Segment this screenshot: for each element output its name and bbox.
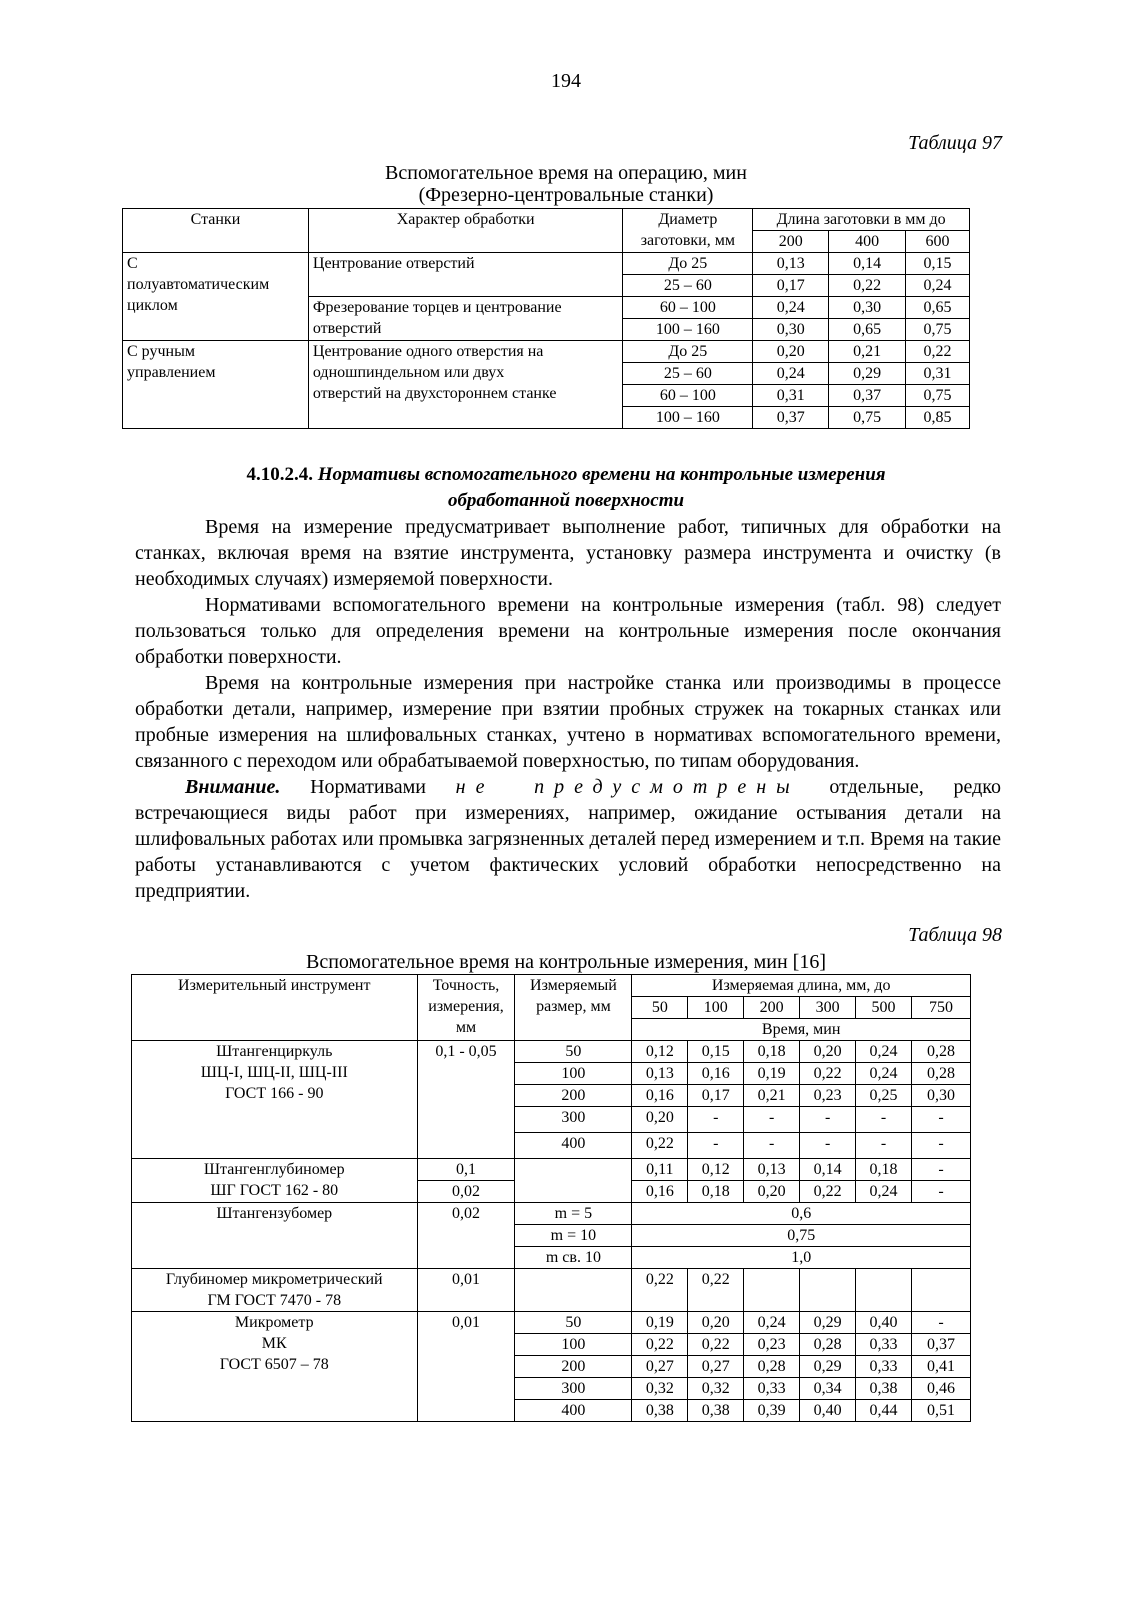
table97-machine-manual (123, 341, 309, 429)
table-cell-empty (744, 1269, 800, 1312)
table-cell: 0,39 (744, 1400, 800, 1422)
gear-caliper-name: Штангензубомер (132, 1203, 418, 1269)
depth-gauge-name (132, 1159, 418, 1203)
table98-header-len: 200 (744, 997, 800, 1019)
table-cell: 0,38 (856, 1378, 912, 1400)
table-cell: 0,11 (632, 1159, 688, 1181)
table98-header-len: 750 (911, 997, 970, 1019)
table-cell: 0,28 (744, 1356, 800, 1378)
table-cell: 0,18 (856, 1159, 912, 1181)
table98-caption: Таблица 98 (908, 924, 1002, 946)
table97 (122, 208, 970, 429)
table-cell: 100 – 160 (623, 319, 753, 341)
table-cell: 0,15 (906, 253, 970, 275)
table-cell: 0,22 (632, 1133, 688, 1159)
table-cell: 200 (515, 1356, 632, 1378)
table-cell: 0,6 (632, 1203, 971, 1225)
diameter-label-line2: заготовки, мм (640, 232, 735, 249)
table-cell: 0,20 (744, 1181, 800, 1203)
machine-line: управлением (127, 364, 216, 381)
table98-header-accuracy (417, 975, 515, 1041)
table-cell-empty (515, 1159, 632, 1203)
caliper-name (132, 1041, 418, 1159)
table98-header-time: Время, мин (632, 1019, 971, 1041)
table-cell: 0,19 (744, 1063, 800, 1085)
table-cell: 0,12 (688, 1159, 744, 1181)
table98 (131, 974, 971, 1422)
table-cell: 0,29 (800, 1356, 856, 1378)
micro-depth-name-line: ГМ ГОСТ 7470 - 78 (207, 1292, 342, 1309)
p4-spaced-text: не предусмотрены (455, 776, 800, 798)
table-cell: - (688, 1133, 744, 1159)
table-cell: 100 – 160 (623, 407, 753, 429)
table-cell: 0,38 (632, 1400, 688, 1422)
table-cell: - (856, 1133, 912, 1159)
table-cell: 0,37 (753, 407, 829, 429)
table-cell: 200 (515, 1085, 632, 1107)
table97-header-processing: Характер обработки (308, 209, 623, 253)
table-cell: 0,85 (906, 407, 970, 429)
section-number: 4.10.2.4. (246, 464, 313, 485)
caliper-name-line: ШЦ-I, ШЦ-II, ШЦ-III (200, 1064, 348, 1081)
table-cell: 0,40 (800, 1400, 856, 1422)
table-cell: 0,34 (800, 1378, 856, 1400)
p4-text-a: Нормативами (310, 776, 426, 798)
table-cell: 0,21 (744, 1085, 800, 1107)
table-cell-empty (800, 1269, 856, 1312)
table98-title: Вспомогательное время на контрольные измерения, мин [16] (305, 951, 827, 973)
table-cell: 0,24 (856, 1063, 912, 1085)
size-label-line: размер, мм (536, 998, 611, 1015)
accuracy-label-line: Точность, (432, 977, 500, 994)
table-cell: - (688, 1107, 744, 1133)
table-cell: 0,22 (906, 341, 970, 363)
table-cell: 0,13 (744, 1159, 800, 1181)
table-cell: 0,17 (688, 1085, 744, 1107)
table-cell: 0,27 (632, 1356, 688, 1378)
table97-header-l400: 400 (829, 231, 906, 253)
table-cell: 50 (515, 1041, 632, 1063)
table-cell: 0,20 (688, 1312, 744, 1334)
op-line: отверстий на двухстороннем станке (312, 385, 557, 402)
table98-header-len: 500 (856, 997, 912, 1019)
table-cell: 0,75 (632, 1225, 971, 1247)
table-cell: 0,23 (800, 1085, 856, 1107)
table-cell: - (800, 1133, 856, 1159)
table-cell-empty (515, 1269, 632, 1312)
table-cell: - (744, 1133, 800, 1159)
table-cell: 0,25 (856, 1085, 912, 1107)
table-cell: m св. 10 (515, 1247, 632, 1269)
table-cell: 0,22 (800, 1063, 856, 1085)
accuracy-label-line: мм (455, 1019, 477, 1036)
table-cell: 0,1 (417, 1159, 515, 1181)
table-cell: 0,22 (688, 1269, 744, 1312)
table-cell: 0,29 (829, 363, 906, 385)
machine-line: С (127, 255, 138, 272)
table98-header-len: 300 (800, 997, 856, 1019)
table-cell-empty (911, 1269, 970, 1312)
table-cell: 0,24 (744, 1312, 800, 1334)
table-cell: 0,22 (632, 1269, 688, 1312)
table-cell: 0,65 (906, 297, 970, 319)
paragraph-2: Нормативами вспомогательного времени на контрольные измерения (табл. 98) следует пользоваться только для определения времени на контрольные измерения после окончания обработки поверхности. (135, 594, 1001, 668)
gear-caliper-accuracy: 0,02 (417, 1203, 515, 1269)
table-cell: 0,23 (744, 1334, 800, 1356)
table97-op-centering: Центрование отверстий (308, 253, 623, 297)
table-cell: 0,40 (856, 1312, 912, 1334)
table-cell: 0,15 (688, 1041, 744, 1063)
table-cell: 0,13 (632, 1063, 688, 1085)
micrometer-name-line: Микрометр (234, 1314, 314, 1331)
section-title-line2: обработанной поверхности (447, 490, 685, 511)
caliper-accuracy: 0,1 - 0,05 (417, 1041, 515, 1159)
table-cell: 0,32 (688, 1378, 744, 1400)
table-cell: 0,22 (688, 1334, 744, 1356)
paragraph-4 (135, 774, 1001, 904)
table-cell: 0,27 (688, 1356, 744, 1378)
depth-name-line: Штангенглубиномер (203, 1161, 345, 1178)
table-cell: 0,16 (632, 1181, 688, 1203)
table-cell: 25 – 60 (623, 363, 753, 385)
table-cell: - (911, 1133, 970, 1159)
table-cell: 0,22 (632, 1334, 688, 1356)
table-cell: 0,24 (856, 1181, 912, 1203)
table-cell: 0,33 (856, 1356, 912, 1378)
table97-caption: Таблица 97 (908, 132, 1002, 154)
table-cell: 0,22 (829, 275, 906, 297)
op-line: Центрование одного отверстия на (312, 343, 544, 360)
table-cell: 0,14 (800, 1159, 856, 1181)
table98-header-instrument: Измерительный инструмент (132, 975, 418, 1041)
table-cell: 0,33 (744, 1378, 800, 1400)
caliper-name-line: Штангенциркуль (216, 1043, 333, 1060)
accuracy-label-line: измерения, (428, 998, 504, 1015)
machine-line: циклом (127, 297, 178, 314)
page-number: 194 (551, 70, 581, 92)
p4-text-b: отдельные, редко встречающиеся виды работ при измерениях, например, ожидание остывания детали на шлифовальных работах или промывка загрязненных деталей перед измерением и т.п. Время на такие работы устанавливаются с учетом фактических условий обработки непосредственно на предприятии. (135, 776, 1001, 902)
table-cell: 0,20 (800, 1041, 856, 1063)
table-cell: 0,14 (829, 253, 906, 275)
attention-label: Внимание. (185, 776, 281, 798)
table97-op-milling (308, 297, 623, 341)
table-cell: 0,18 (744, 1041, 800, 1063)
table-cell: 0,20 (632, 1107, 688, 1133)
table98-header-size (515, 975, 632, 1041)
machine-line: С ручным (127, 343, 195, 360)
table-cell: 0,75 (829, 407, 906, 429)
paragraph-1: Время на измерение предусматривает выполнение работ, типичных для обработки на станках, включая время на взятие инструмента, установку размера инструмента и очистку (в необходимых случаях) измеряемой поверхности. (135, 516, 1001, 590)
table-cell: 0,16 (688, 1063, 744, 1085)
table-cell: - (911, 1107, 970, 1133)
table-cell: 0,37 (911, 1334, 970, 1356)
section-heading-line2 (0, 488, 1132, 514)
table-cell: До 25 (623, 341, 753, 363)
table-cell: 300 (515, 1107, 632, 1133)
table-cell: - (911, 1312, 970, 1334)
op-line: одношпиндельном или двух (312, 364, 505, 381)
table98-header-len: 50 (632, 997, 688, 1019)
table-cell: 0,24 (753, 297, 829, 319)
table97-header-diameter (623, 209, 753, 253)
table-cell: 0,20 (753, 341, 829, 363)
table-cell: 0,18 (688, 1181, 744, 1203)
section-heading (0, 462, 1132, 514)
op-line: Фрезерование торцев и центрование (312, 299, 562, 316)
table-cell: 0,22 (800, 1181, 856, 1203)
paragraph-3: Время на контрольные измерения при настройке станка или производимы в процессе обработки детали, например, измерение при взятии пробных стружек на токарных станках или пробные измерения на шлифовальных станках, учтено в нормативах вспомогательного времени, связанного с переходом или обрабатываемой поверхностью, по типам оборудования. (135, 672, 1001, 772)
table97-header-l200: 200 (753, 231, 829, 253)
size-label-line: Измеряемый (530, 977, 617, 994)
table-cell: - (911, 1159, 970, 1181)
table-cell: 0,30 (753, 319, 829, 341)
diameter-label-line1: Диаметр (658, 211, 718, 228)
table-cell: m = 5 (515, 1203, 632, 1225)
table-cell: 0,29 (800, 1312, 856, 1334)
table-cell: 0,51 (911, 1400, 970, 1422)
table-cell: 0,32 (632, 1378, 688, 1400)
table-cell: 0,24 (856, 1041, 912, 1063)
table-cell: - (800, 1107, 856, 1133)
table98-header-length: Измеряемая длина, мм, до (632, 975, 971, 997)
table-cell: 0,75 (906, 319, 970, 341)
table-cell: 0,33 (856, 1334, 912, 1356)
table-cell: 50 (515, 1312, 632, 1334)
table97-title-line2: (Фрезерно-центровальные станки) (418, 184, 714, 206)
table-cell: 0,41 (911, 1356, 970, 1378)
table-cell: 0,16 (632, 1085, 688, 1107)
table-cell: 100 (515, 1063, 632, 1085)
micro-depth-name (132, 1269, 418, 1312)
micro-depth-name-line: Глубиномер микрометрический (165, 1271, 383, 1288)
table-cell: 0,30 (911, 1085, 970, 1107)
table-cell: 0,28 (911, 1063, 970, 1085)
machine-line: полуавтоматическим (127, 276, 270, 293)
micrometer-accuracy: 0,01 (417, 1312, 515, 1422)
table-cell: 0,21 (829, 341, 906, 363)
micrometer-name-line: МК (261, 1335, 287, 1352)
table-cell: - (911, 1181, 970, 1203)
table-cell: 60 – 100 (623, 297, 753, 319)
table-cell: 0,28 (800, 1334, 856, 1356)
table-cell: 0,12 (632, 1041, 688, 1063)
table-cell: 0,31 (753, 385, 829, 407)
table-cell: 0,44 (856, 1400, 912, 1422)
section-title-line1: Нормативы вспомогательного времени на контрольные измерения (317, 464, 886, 485)
table-cell: m = 10 (515, 1225, 632, 1247)
micrometer-name (132, 1312, 418, 1422)
table97-header-length: Длина заготовки в мм до (753, 209, 970, 231)
table-cell: 25 – 60 (623, 275, 753, 297)
depth-name-line: ШГ ГОСТ 162 - 80 (210, 1182, 339, 1199)
micrometer-name-line: ГОСТ 6507 – 78 (219, 1356, 329, 1373)
caliper-name-line: ГОСТ 166 - 90 (225, 1085, 324, 1102)
table-cell: 0,30 (829, 297, 906, 319)
table-cell: 0,46 (911, 1378, 970, 1400)
table-cell: - (856, 1107, 912, 1133)
table-cell: 0,24 (906, 275, 970, 297)
op-line: отверстий (312, 320, 382, 337)
table-cell: 1,0 (632, 1247, 971, 1269)
section-heading-line1 (0, 462, 1132, 488)
table-cell-empty (856, 1269, 912, 1312)
table-cell: 100 (515, 1334, 632, 1356)
table-cell: 0,38 (688, 1400, 744, 1422)
table-cell: 60 – 100 (623, 385, 753, 407)
table97-header-machines: Станки (123, 209, 309, 253)
table-cell: До 25 (623, 253, 753, 275)
table-cell: 400 (515, 1400, 632, 1422)
table-cell: 0,37 (829, 385, 906, 407)
table-cell: 0,13 (753, 253, 829, 275)
table97-title-line1: Вспомогательное время на операцию, мин (385, 162, 747, 184)
table-cell: 0,75 (906, 385, 970, 407)
table-cell: 0,24 (753, 363, 829, 385)
table-cell: 0,02 (417, 1181, 515, 1203)
table97-header-l600: 600 (906, 231, 970, 253)
table-cell: 400 (515, 1133, 632, 1159)
table97-title (0, 162, 1132, 206)
table97-machine-semiauto (123, 253, 309, 341)
table-cell: - (744, 1107, 800, 1133)
table-cell: 0,19 (632, 1312, 688, 1334)
table-cell: 300 (515, 1378, 632, 1400)
table97-op-single-spindle (308, 341, 623, 429)
micro-depth-accuracy: 0,01 (417, 1269, 515, 1312)
body-text (135, 514, 1001, 904)
table-cell: 0,17 (753, 275, 829, 297)
table-cell: 0,65 (829, 319, 906, 341)
table-cell: 0,31 (906, 363, 970, 385)
table-cell: 0,28 (911, 1041, 970, 1063)
table98-header-len: 100 (688, 997, 744, 1019)
